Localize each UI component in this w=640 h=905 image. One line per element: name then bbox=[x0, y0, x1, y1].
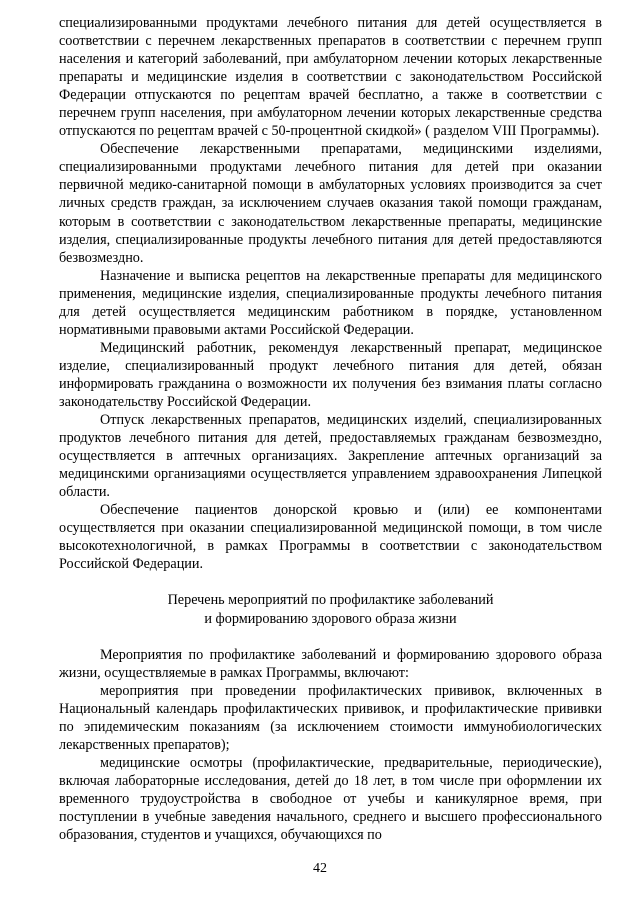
section-heading-line-2: и формированию здорового образа жизни bbox=[204, 610, 457, 627]
section-heading bbox=[59, 591, 602, 627]
paragraph: Обеспечение пациентов донорской кровью и (или) ее компонентами осуществляется при оказании специализированной медицинской помощи, в том числе высокотехнологичной, в рамках Программы в соответствии с законодательством Российской Федерации. bbox=[59, 502, 602, 573]
paragraph: Обеспечение лекарственными препаратами, медицинскими изделиями, специализированными продуктами лечебного питания для детей при оказании первичной медико-санитарной помощи в амбулаторных условиях производится за счет личных средств граждан, за исключением случаев оказания такой помощи гражданам, которым в соответствии с законодательством лекарственные препараты, медицинские изделия, специализированные продукты лечебного питания для детей предоставляются безвозмездно. bbox=[59, 141, 602, 266]
paragraph: медицинские осмотры (профилактические, предварительные, периодические), включая лабораторные исследования, детей до 18 лет, в том числе при оформлении их временного трудоустройства в свободное от учебы и каникулярное время, при поступлении в учебные заведения начального, среднего и высшего профессионального образования, студентов и учащихся, обучающихся по bbox=[59, 754, 602, 844]
paragraph: Назначение и выписка рецептов на лекарственные препараты для медицинского применения, медицинские изделия, специализированные продукты лечебного питания для детей осуществляется медицинским работником в порядке, установленном нормативными правовыми актами Российской Федерации. bbox=[59, 267, 602, 338]
paragraph: мероприятия при проведении профилактических прививок, включенных в Национальный календарь профилактических прививок, и профилактические прививки по эпидемическим показаниям (за исключением стоимости иммунобиологических лекарственных препаратов); bbox=[59, 682, 602, 753]
body-after-heading bbox=[59, 646, 602, 845]
paragraph: специализированными продуктами лечебного питания для детей осуществляется в соответствии с перечнем лекарственных препаратов в соответствии с перечнем групп населения и категорий заболеваний, при амбулаторном лечении которых лекарственные препараты и медицинские изделия в соответствии с законодательством Российской Федерации отпускаются по рецептам врачей бесплатно, а также в соответствии с перечнем групп населения, при амбулаторном лечении которых лекарственные средства отпускаются по рецептам врачей с 50-процентной скидкой» ( разделом VIII Программы). bbox=[59, 15, 602, 140]
paragraph: Медицинский работник, рекомендуя лекарственный препарат, медицинское изделие, специализированный продукт лечебного питания для детей, обязан информировать гражданина о возможности их получения без взимания платы согласно законодательству Российской Федерации. bbox=[59, 339, 602, 410]
page-number: 42 bbox=[313, 861, 327, 876]
body-before-heading bbox=[59, 14, 602, 573]
section-heading-line-1: Перечень мероприятий по профилактике заболеваний bbox=[167, 592, 494, 609]
document-page bbox=[59, 14, 602, 844]
paragraph: Отпуск лекарственных препаратов, медицинских изделий, специализированных продуктов лечебного питания для детей, предоставляемых гражданам безвозмездно, осуществляется в аптечных организациях. Закрепление аптечных организаций за медицинскими организациями осуществляется управлением здравоохранения Липецкой области. bbox=[59, 412, 602, 501]
paragraph: Мероприятия по профилактике заболеваний и формированию здорового образа жизни, осуществляемые в рамках Программы, включают: bbox=[59, 646, 602, 681]
